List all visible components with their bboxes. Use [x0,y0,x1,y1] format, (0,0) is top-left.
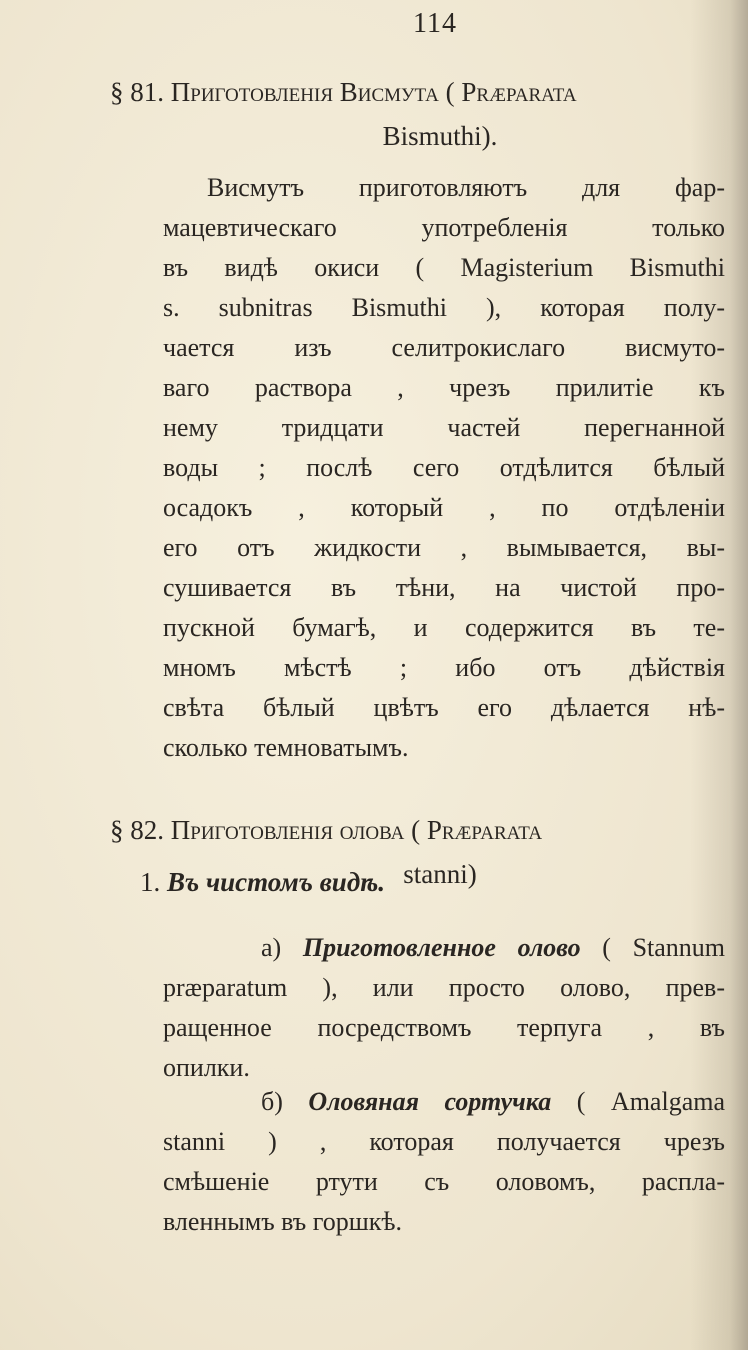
paragraph-line: ваго раствора , чрезъ прилитіе къ [163,373,725,402]
item-line1-rest: ( Amalgama [576,1087,725,1116]
paragraph-line: свѣта бѣлый цвѣтъ его дѣлается нѣ- [163,693,725,722]
paragraph-line [163,928,725,968]
section-81-heading-line2: Bismuthi). [382,121,498,151]
paragraph-line: ращенное посредствомъ терпуга , въ [163,1013,725,1042]
paragraph-line: вленнымъ въ горшкѣ. [163,1207,403,1236]
section-82-heading-line1: § 82. Приготовленія олова ( Præparata [110,815,543,845]
item-line1-rest: ( Stannum [602,933,726,962]
subsection-title: Въ чистомъ видѣ. [167,867,385,897]
paragraph-line: въ видѣ окиси ( Magisterium Bismuthi [163,253,725,282]
paragraph-line: сколько темноватымъ. [163,733,409,762]
paragraph-line: его отъ жидкости , вымывается, вы- [163,533,725,562]
item-letter: б) [261,1087,283,1116]
paragraph-line: s. subnitras Bismuthi ), которая полу- [163,293,725,322]
paragraph-line: Висмутъ приготовляютъ для фар- [207,173,725,202]
paragraph-line: нему тридцати частей перегнанной [163,413,725,442]
item-b-paragraph [163,1082,725,1242]
paragraph-line: stanni ) , которая получается чрезъ [163,1127,725,1156]
paragraph-line: чается изъ селитрокислаго висмуто- [163,333,725,362]
section-82-heading-line2: stanni) [403,859,477,889]
section-81-paragraph [163,168,725,768]
section-81-heading [110,70,730,158]
paragraph-line: пускной бумагѣ, и содержится въ те- [163,613,725,642]
paragraph-line: мацевтическаго употребленія только [163,213,725,242]
paragraph-line: воды ; послѣ сего отдѣлится бѣлый [163,453,725,482]
paragraph-line: осадокъ , который , по отдѣленіи [163,493,725,522]
paragraph-line [163,1082,725,1122]
paragraph-line: мномъ мѣстѣ ; ибо отъ дѣйствія [163,653,725,682]
item-term: Приготовленное олово [302,933,581,962]
section-81-heading-line1: § 81. Приготовленія Висмута ( Præparata [110,77,577,107]
item-letter: а) [261,933,282,962]
paragraph-line: смѣшеніе ртути съ оловомъ, распла- [163,1167,725,1196]
page-number: 114 [413,8,457,39]
item-term: Оловяная сортучка [308,1087,552,1116]
paragraph-line: опилки. [163,1053,250,1082]
subsection-number: 1. [140,867,161,897]
item-a-paragraph [163,928,725,1088]
paragraph-line: сушивается въ тѣни, на чистой про- [163,573,725,602]
paragraph-line: præparatum ), или просто олово, прев- [163,973,725,1002]
subsection-1-heading [140,862,385,902]
